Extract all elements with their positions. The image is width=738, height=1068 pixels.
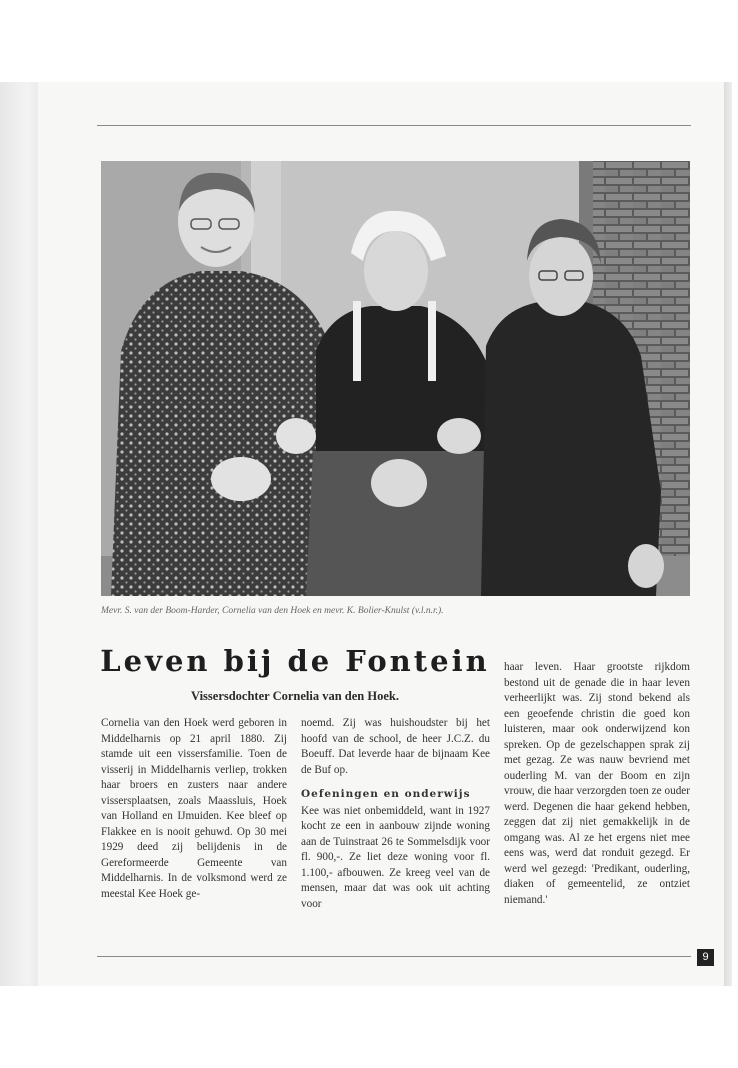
paragraph: Cornelia van den Hoek werd geboren in Middelharnis op 21 april 1880. Zij stamde uit een vissersfamilie. Toen de visserij in Middelharnis verliep, trokken haar broers en zusters naar andere vissersplaatsen, zoals Maassluis, Hoek van Holland en IJmuiden. Kee bleef op Flakkee en is nooit gehuwd. Op 30 mei 1929 deed zij belijdenis in de Gereformeerde Gemeente van Middelharnis. In de volksmond werd ze meestal Kee Hoek ge- <box>101 717 287 900</box>
paragraph: Kee was niet onbemiddeld, want in 1927 kocht ze een in aanbouw zijnde woning aan de Tuinstraat 26 te Sommelsdijk voor fl. 900,-. Ze liet deze woning voor fl. 1.100,- afbouwen. Ze kreeg veel van de mensen, maar dat was ook uit achting voor <box>301 804 490 910</box>
paragraph: haar leven. Haar grootste rijkdom bestond uit de genade die in haar leven verheerlijkt was. Zij stond bekend als een geoefende christin die goed kon luisteren, maar ook onderwijzend kon spreken. Op de gezelschappen sprak zij met gezag. Ze was nauw bevriend met ouderling M. van der Boom en zijn vrouw, die haar verzorgden toen ze ouder werd. Degenen die haar gekend hebben, zeggen dat zij niet gemakkelijk in de omgang was. Al ze het ergens niet mee eens was, werd dat ronduit gezegd. Er werd wel gezegd: 'Predikant, ouderling, diaken of gemeentelid, ze ontziet niemand.' <box>504 661 690 906</box>
photo-three-women <box>101 161 690 596</box>
text-column-1 <box>101 716 287 902</box>
page-number: 9 <box>697 949 714 966</box>
footer-rule <box>97 956 691 957</box>
text-column-2 <box>301 716 490 912</box>
binding-shadow <box>0 82 38 986</box>
header-rule <box>97 125 691 126</box>
page-edge <box>724 82 732 986</box>
text-column-3 <box>504 660 690 908</box>
section-heading: Oefeningen en onderwijs <box>301 788 471 800</box>
article-subtitle: Vissersdochter Cornelia van den Hoek. <box>191 689 399 703</box>
paragraph: noemd. Zij was huishoudster bij het hoofd van de school, de heer J.C.Z. du Boeuff. Dat leverde haar de bijnaam Kee de Buf op. <box>301 717 490 776</box>
photo-caption: Mevr. S. van der Boom-Harder, Cornelia van den Hoek en mevr. K. Bolier-Knulst (v.l.n.r.). <box>101 606 444 616</box>
article-title: Leven bij de Fontein <box>100 644 490 678</box>
